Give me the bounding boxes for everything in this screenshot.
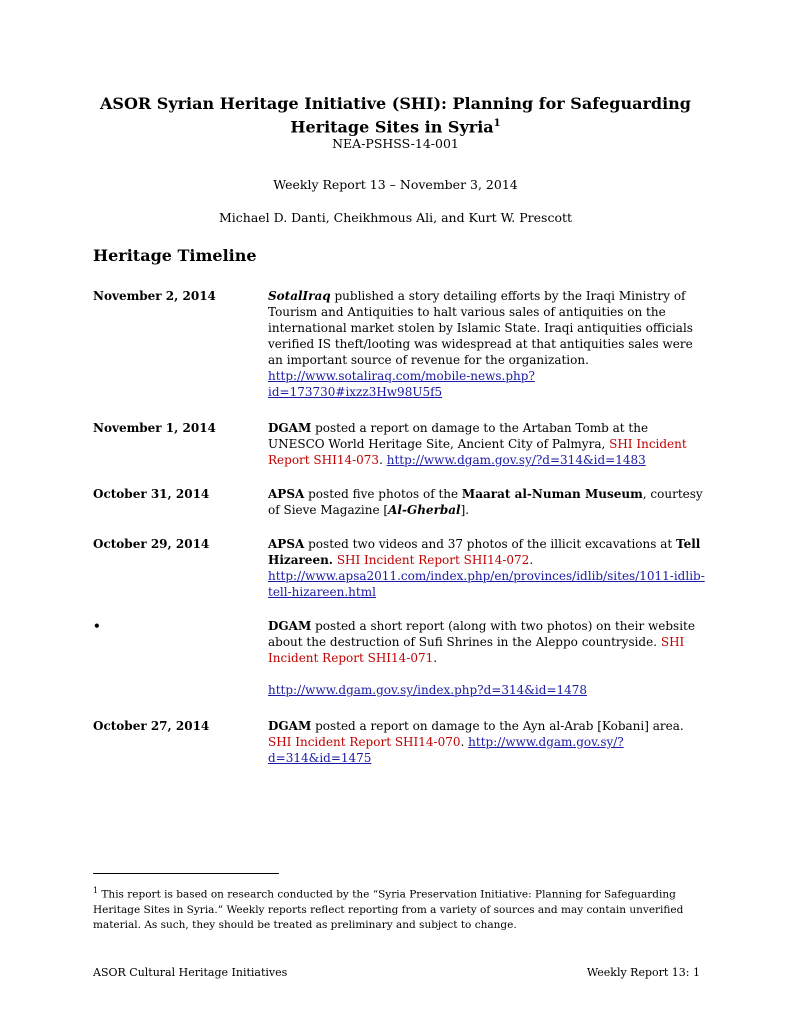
incident-report-link[interactable]: SHI Incident Report SHI14-072 xyxy=(336,553,530,567)
footnote-divider xyxy=(93,873,279,874)
timeline-date: November 1, 2014 xyxy=(93,421,216,435)
timeline-date: October 31, 2014 xyxy=(93,487,210,501)
section-heading: Heritage Timeline xyxy=(93,246,257,265)
timeline-date: November 2, 2014 xyxy=(93,289,216,303)
source-name: SotalIraq xyxy=(268,289,331,303)
source-link[interactable]: http://www.sotaliraq.com/mobile-news.php?id=173730#ixzz3Hw98U5f5 xyxy=(268,369,535,399)
timeline-date: October 27, 2014 xyxy=(93,719,210,733)
incident-report-link[interactable]: SHI Incident Report SHI14-071 xyxy=(268,635,685,665)
footer-page-label: Weekly Report 13: 1 xyxy=(586,966,700,979)
timeline-entry: APSA posted five photos of the Maarat al-Numan Museum, courtesy of Sieve Magazine [Al-Gherbal]. xyxy=(268,487,703,517)
credit-name: Al-Gherbal xyxy=(388,503,461,517)
report-date: Weekly Report 13 – November 3, 2014 xyxy=(273,177,518,192)
incident-report-link[interactable]: SHI Incident Report SHI14-073 xyxy=(268,437,687,467)
source-name: DGAM xyxy=(268,619,312,633)
timeline-entry: DGAM posted a report on damage to the Ayn al-Arab [Kobani] area. SHI Incident Report SHI14-070. http://www.dgam.gov.sy/?d=314&id=1475 xyxy=(268,719,684,765)
source-link[interactable]: http://www.dgam.gov.sy/?d=314&id=1483 xyxy=(386,453,646,467)
site-name: Maarat al-Numan Museum xyxy=(461,487,643,501)
timeline-entry: SotalIraq published a story detailing efforts by the Iraqi Ministry of Tourism and Antiquities to halt various sales of antiquities on the international market stolen by Islamic State. Iraqi antiquities officials verified IS theft/looting was widespread at that antiquities sales were an important source of revenue for the organization. http://www.sotaliraq.com/mobile-news.php?id=173730#ixzz3Hw98U5f5 xyxy=(268,289,693,399)
source-name: APSA xyxy=(268,487,305,501)
source-name: DGAM xyxy=(268,719,312,733)
timeline-entry: APSA posted two videos and 37 photos of the illicit excavations at Tell Hizareen. SHI Incident Report SHI14-072. http://www.apsa2011.com/index.php/en/provinces/idlib/sites/1011-idlib-tell-hizareen.html xyxy=(268,537,705,599)
source-link[interactable]: http://www.apsa2011.com/index.php/en/provinces/idlib/sites/1011-idlib-tell-hizareen.html xyxy=(268,569,705,599)
bullet-marker: • xyxy=(93,619,101,633)
timeline-entry: DGAM posted a report on damage to the Artaban Tomb at the UNESCO World Heritage Site, Ancient City of Palmyra, SHI Incident Report SHI14-073. http://www.dgam.gov.sy/?d=314&id=1483 xyxy=(268,421,687,467)
site-name: Tell Hizareen. xyxy=(268,537,701,567)
timeline-date: October 29, 2014 xyxy=(93,537,210,551)
source-name: DGAM xyxy=(268,421,312,435)
source-link[interactable]: http://www.dgam.gov.sy/?d=314&id=1475 xyxy=(268,735,624,765)
footnote: $^1$ This report is based on research conducted by the “Syria Preservation Initiative: Planning for Safeguarding Heritage Sites in Syria.” Weekly reports reflect reporting from a variety of sources and may contain unverified material. As such, they should be treated as preliminary and subject to change. xyxy=(93,886,684,931)
footnote-mark: 1 xyxy=(493,118,501,129)
timeline-entry: DGAM posted a short report (along with two photos) on their website about the destruction of Sufi Shrines in the Aleppo countryside. SHI Incident Report SHI14-071. http://www.dgam.gov.sy/index.php?d=314&id=1478 xyxy=(268,619,695,697)
authors: Michael D. Danti, Cheikhmous Ali, and Kurt W. Prescott xyxy=(218,210,573,225)
source-name: APSA xyxy=(268,537,305,551)
footer-organization: ASOR Cultural Heritage Initiatives xyxy=(93,966,288,979)
footnote-number: 1 xyxy=(93,886,99,895)
source-link[interactable]: http://www.dgam.gov.sy/index.php?d=314&id=1478 xyxy=(268,683,588,697)
incident-report-link[interactable]: SHI Incident Report SHI14-070 xyxy=(268,735,461,749)
grant-number: NEA-PSHSS-14-001 xyxy=(332,136,459,151)
document-title: ASOR Syrian Heritage Initiative (SHI): Planning for Safeguarding Heritage Sites in Syria$^1$ xyxy=(100,94,691,137)
